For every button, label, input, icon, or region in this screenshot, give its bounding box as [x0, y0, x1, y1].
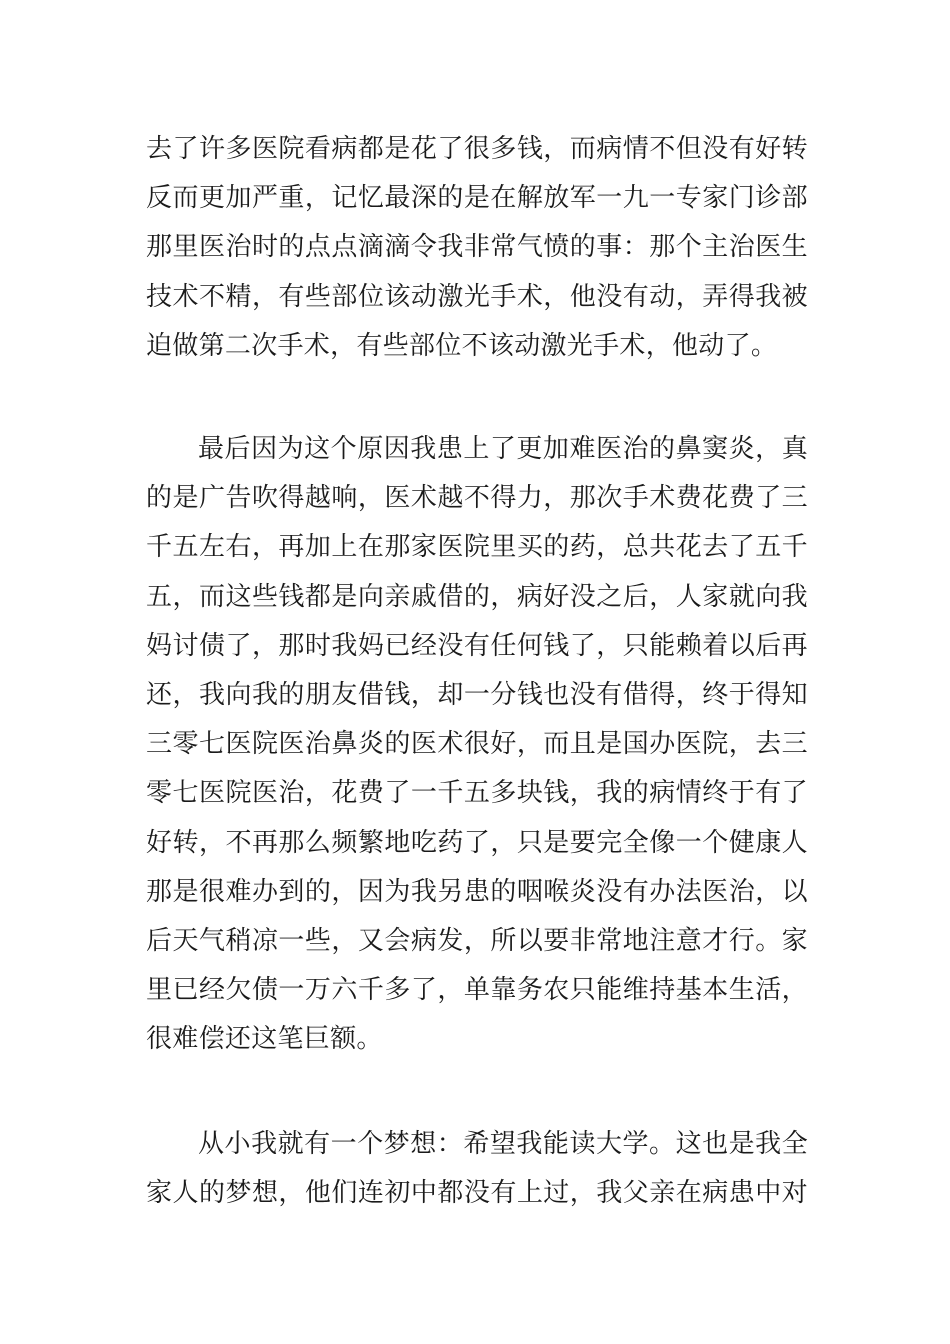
- paragraph-line: 好转，不再那么频繁地吃药了，只是要完全像一个健康人: [146, 827, 808, 858]
- paragraph-line: 零七医院医治，花费了一千五多块钱，我的病情终于有了: [146, 778, 808, 809]
- paragraph-line: 那里医治时的点点滴滴令我非常气愤的事：那个主治医生: [146, 232, 808, 263]
- paragraph-line: 很难偿还这笔巨额。: [146, 1024, 383, 1055]
- paragraph-line: 那是很难办到的，因为我另患的咽喉炎没有办法医治，以: [146, 876, 808, 907]
- paragraph-line: 的是广告吹得越响，医术越不得力，那次手术费花费了三: [146, 483, 808, 514]
- paragraph-line: 还，我向我的朋友借钱，却一分钱也没有借得，终于得知: [146, 679, 808, 710]
- paragraph-3: [146, 1120, 808, 1218]
- paragraph-line: 迫做第二次手术，有些部位不该动激光手术，他动了。: [146, 330, 778, 361]
- paragraph-2: [146, 425, 808, 1064]
- paragraph-1: [146, 125, 808, 371]
- paragraph-line: 最后因为这个原因我患上了更加难医治的鼻窦炎，真: [198, 434, 808, 464]
- paragraph-line: 里已经欠债一万六千多了，单靠务农只能维持基本生活，: [146, 975, 808, 1006]
- paragraph-line: 去了许多医院看病都是花了很多钱，而病情不但没有好转: [146, 134, 808, 164]
- paragraph-line: 反而更加严重，记忆最深的是在解放军一九一专家门诊部: [146, 183, 808, 214]
- paragraph-line: 五，而这些钱都是向亲戚借的，病好没之后，人家就向我: [146, 581, 808, 612]
- paragraph-line: 后天气稍凉一些，又会病发，所以要非常地注意才行。家: [146, 925, 808, 956]
- paragraph-line: 三零七医院医治鼻炎的医术很好，而且是国办医院，去三: [146, 729, 808, 760]
- paragraph-line: 妈讨债了，那时我妈已经没有任何钱了，只能赖着以后再: [146, 630, 808, 661]
- paragraph-line: 千五左右，再加上在那家医院里买的药，总共花去了五千: [146, 532, 808, 563]
- paragraph-line: 家人的梦想，他们连初中都没有上过，我父亲在病患中对: [146, 1178, 808, 1209]
- paragraph-line: 从小我就有一个梦想：希望我能读大学。这也是我全: [198, 1129, 808, 1159]
- paragraph-line: 技术不精，有些部位该动激光手术，他没有动，弄得我被: [146, 281, 808, 312]
